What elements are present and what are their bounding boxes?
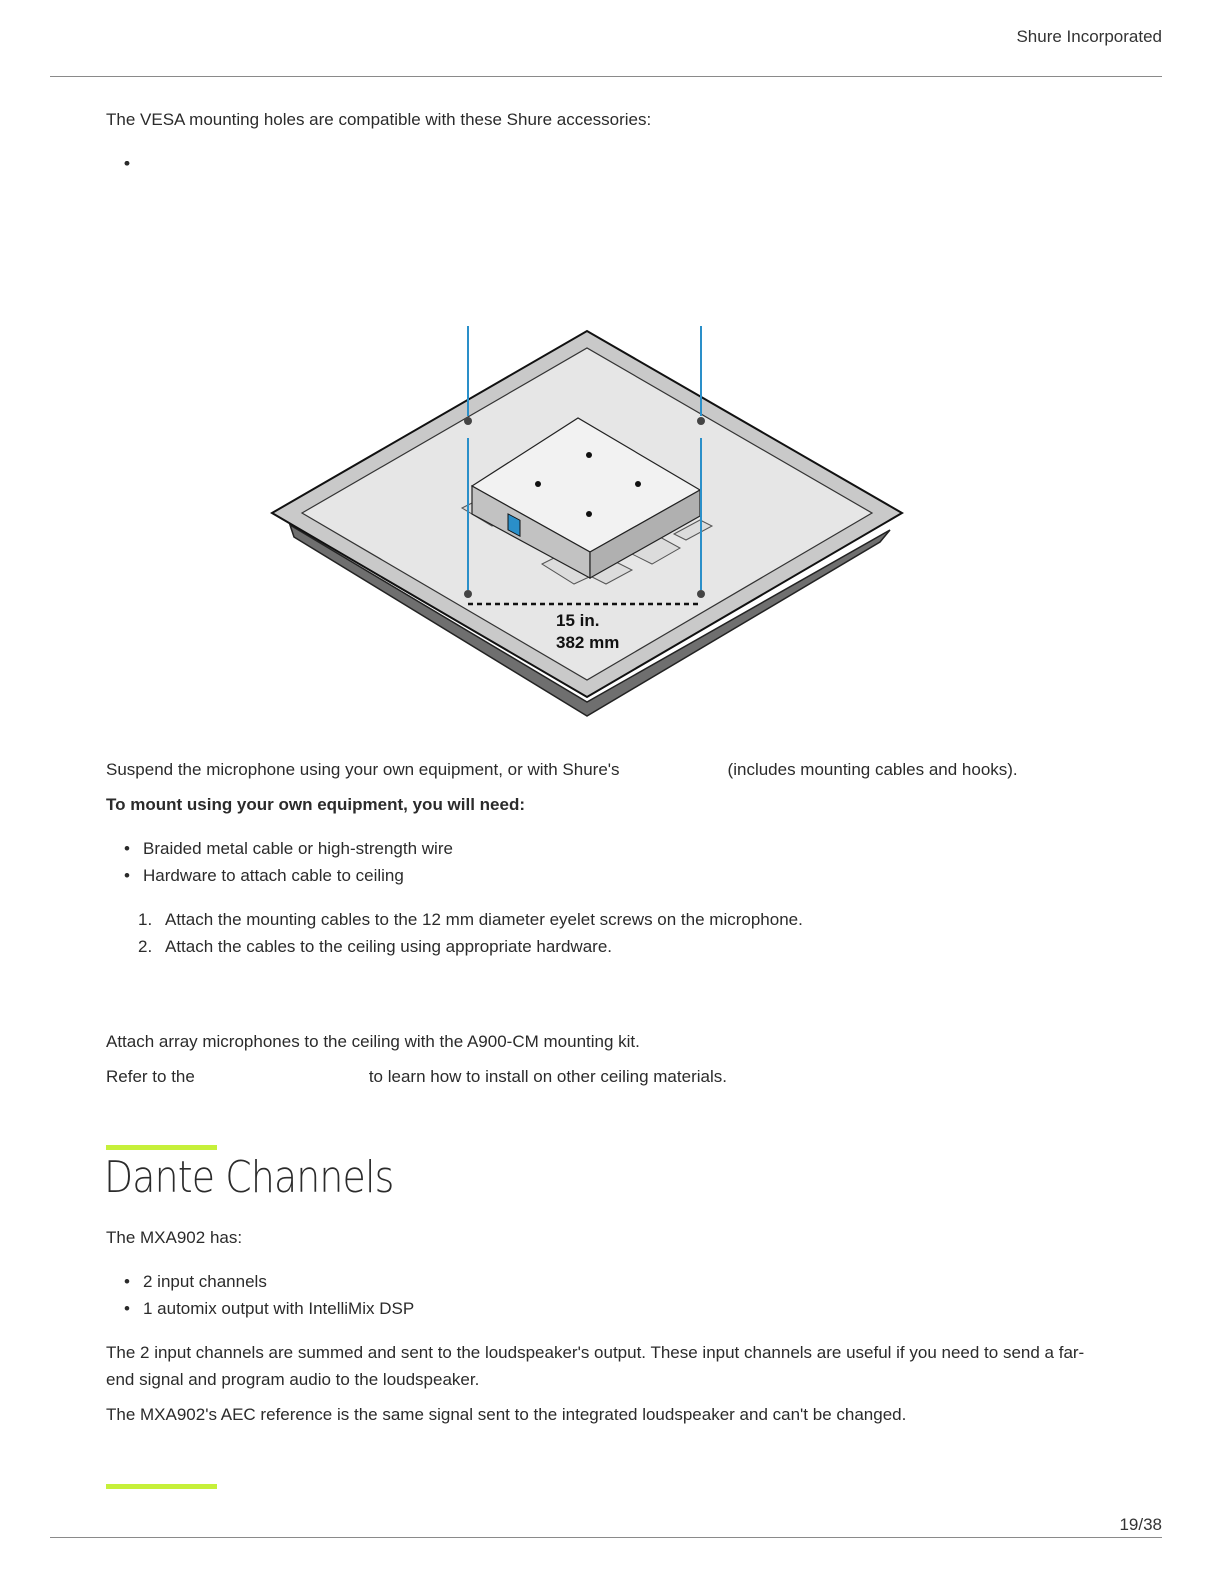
list-item (106, 933, 1116, 960)
list-item (106, 906, 1116, 933)
header-rule (50, 76, 1162, 77)
eyelet-screw-icon (464, 417, 472, 425)
dante-section (106, 1224, 1116, 1428)
step-text: Attach the cables to the ceiling using appropriate hardware. (165, 937, 612, 956)
list-item: • Braided metal cable or high-strength wire (106, 835, 1116, 862)
list-item: • Hardware to attach cable to ceiling (106, 862, 1116, 889)
step-number: 1. (138, 910, 153, 929)
vesa-section (106, 106, 1116, 150)
eyelet-screw-icon (697, 417, 705, 425)
page-number: 19/38 (1119, 1515, 1162, 1534)
dimension-imperial: 15 in. (556, 611, 600, 630)
footer-rule (50, 1537, 1162, 1538)
section-title-dante: Dante Channels (104, 1152, 394, 1203)
suspend-sentence-end: (includes mounting cables and hooks). (727, 760, 1018, 779)
vesa-hole (635, 481, 641, 487)
vesa-hole (586, 452, 592, 458)
step-text: Attach the mounting cables to the 12 mm diameter eyelet screws on the microphone. (165, 910, 803, 929)
list-item: • 1 automix output with IntelliMix DSP (106, 1295, 1116, 1322)
refer-sentence (106, 1063, 1116, 1090)
suspend-sentence-start: Suspend the microphone using your own equipment, or with Shure's (106, 760, 620, 779)
suspension-mount-illustration (260, 320, 920, 720)
refer-start: Refer to the (106, 1067, 195, 1086)
eyelet-screw-icon (464, 590, 472, 598)
refer-end: to learn how to install on other ceiling materials. (368, 1067, 727, 1086)
step-number: 2. (138, 937, 153, 956)
eyelet-screw-icon (697, 590, 705, 598)
vesa-hole (535, 481, 541, 487)
vesa-hole (586, 511, 592, 517)
header-company-name: Shure Incorporated (1016, 27, 1162, 46)
section-accent-bar (106, 1484, 217, 1489)
steps-list (106, 906, 1116, 960)
suspend-sentence (106, 756, 1116, 783)
vesa-intro: The VESA mounting holes are compatible with these Shure accessories: (106, 110, 652, 129)
needs-list (106, 835, 1116, 889)
section-accent-bar (106, 1145, 217, 1150)
dante-channel-list (106, 1268, 1116, 1322)
ceiling-section (106, 1028, 1116, 1090)
dante-intro: The MXA902 has: (106, 1228, 243, 1247)
dimension-metric: 382 mm (556, 633, 620, 652)
dante-paragraph: The 2 input channels are summed and sent to the loudspeaker's output. These input channels are useful if you need to send a far-end signal and program audio to the loudspeaker. (106, 1343, 1085, 1389)
own-equipment-heading: To mount using your own equipment, you will need: (106, 795, 526, 814)
list-item: • 2 input channels (106, 1268, 1116, 1295)
ceiling-line: Attach array microphones to the ceiling with the A900-CM mounting kit. (106, 1032, 640, 1051)
suspend-section (106, 756, 1116, 960)
dante-paragraph: The MXA902's AEC reference is the same signal sent to the integrated loudspeaker and can't be changed. (106, 1405, 907, 1424)
